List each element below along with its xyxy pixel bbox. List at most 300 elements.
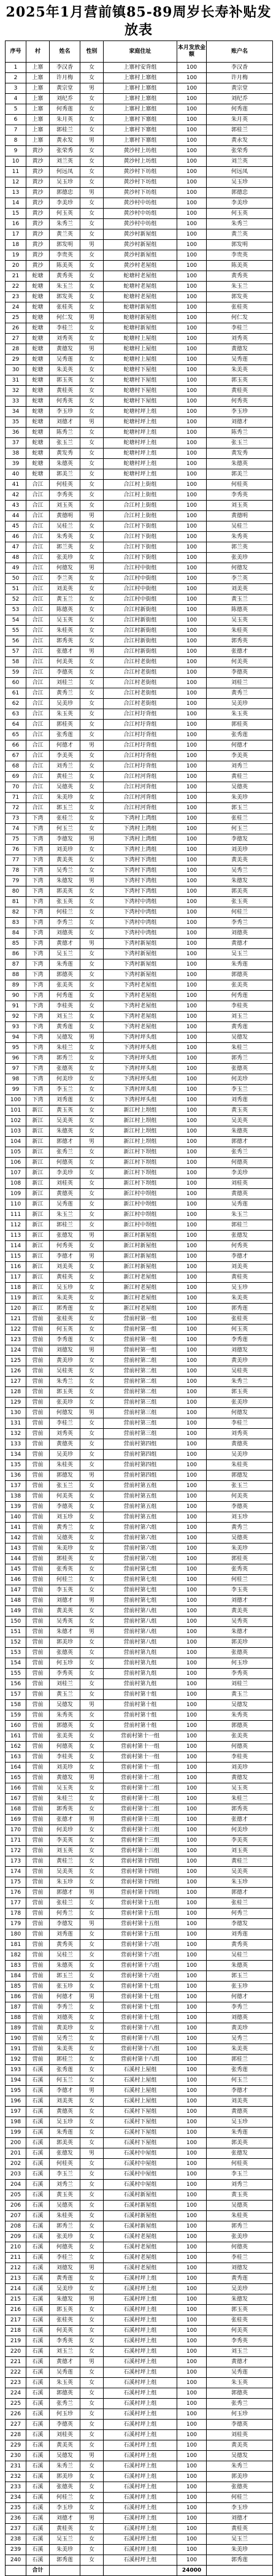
row-gender: 女: [80, 1481, 104, 1491]
row-index: 205: [6, 2190, 26, 2201]
row-village: 新江: [26, 1126, 50, 1137]
row-index: 97: [6, 1064, 26, 1074]
row-amount: 100: [177, 1429, 207, 1439]
table-row: [6, 1877, 273, 1888]
row-index: 124: [6, 1345, 26, 1356]
row-account: 李秀英: [207, 490, 273, 501]
row-index: 164: [6, 1763, 26, 1773]
row-address: 下湾村中湾组: [104, 907, 177, 918]
table-row: [6, 459, 273, 469]
row-gender: 男: [80, 876, 104, 886]
table-row: [6, 1304, 273, 1314]
row-address: 新江村老屋组: [104, 1272, 177, 1283]
table-row: [6, 1637, 273, 1648]
row-index: 48: [6, 553, 26, 563]
row-index: 102: [6, 1116, 26, 1126]
row-account: 郭德才: [207, 1137, 273, 1147]
row-account: 李玉珍: [207, 2503, 273, 2513]
table-row: [6, 2044, 273, 2055]
row-account: 朱月英: [207, 115, 273, 125]
table-row: [6, 219, 273, 229]
row-name: 张桂英: [50, 302, 80, 313]
row-amount: 100: [177, 511, 207, 521]
table-row: [6, 2242, 273, 2253]
row-village: 石溪: [26, 2190, 50, 2201]
table-row: [6, 125, 273, 136]
row-address: 上寨村上寨组: [104, 104, 177, 115]
row-gender: 男: [80, 2451, 104, 2461]
row-address: 新江村新屋组: [104, 1251, 177, 1262]
row-amount: 100: [177, 501, 207, 511]
row-gender: 女: [80, 959, 104, 970]
row-address: 营前村第七组: [104, 1596, 177, 1606]
row-address: 黄沙村新屋组: [104, 240, 177, 250]
row-index: 10: [6, 156, 26, 167]
row-account: 吴德英: [207, 782, 273, 793]
row-amount: 100: [177, 1596, 207, 1606]
row-village: 营前: [26, 1387, 50, 1398]
row-name: 黄桂兰: [50, 1856, 80, 1867]
row-address: 合江村下街组: [104, 521, 177, 532]
table-row: [6, 761, 273, 772]
row-name: 李秀英: [50, 490, 80, 501]
table-row: [6, 1982, 273, 1992]
row-index: 144: [6, 1554, 26, 1564]
row-index: 92: [6, 1012, 26, 1022]
row-account: 黄玉兰: [207, 594, 273, 605]
row-address: 石溪村坪上组: [104, 2555, 177, 2566]
row-amount: 100: [177, 574, 207, 584]
row-gender: 女: [80, 1846, 104, 1856]
row-account: 吴秀兰: [207, 866, 273, 876]
row-address: 黄沙村下坊组: [104, 167, 177, 177]
table-row: [6, 1950, 273, 1961]
row-index: 86: [6, 949, 26, 959]
row-amount: 100: [177, 834, 207, 845]
row-name: 刘玉兰: [50, 2347, 80, 2357]
row-name: 吴美英: [50, 1116, 80, 1126]
row-gender: 女: [80, 1523, 104, 1533]
row-index: 149: [6, 1606, 26, 1617]
row-account: 黄桂兰: [207, 1856, 273, 1867]
row-gender: 女: [80, 897, 104, 907]
row-index: 142: [6, 1533, 26, 1544]
row-index: 139: [6, 1502, 26, 1512]
row-address: 蛇塘村坪上组: [104, 459, 177, 469]
row-address: 石溪村坪上组: [104, 2461, 177, 2472]
row-name: 张玉兰: [50, 438, 80, 448]
row-name: 何仁发: [50, 313, 80, 323]
row-amount: 100: [177, 2493, 207, 2503]
row-name: 朱玉英: [50, 709, 80, 720]
row-account: 何德英: [207, 1742, 273, 1752]
row-account: 何玉英: [207, 209, 273, 219]
row-name: 郭玉英: [50, 375, 80, 386]
row-index: 27: [6, 334, 26, 344]
row-address: 石溪村老屋组: [104, 2263, 177, 2274]
row-index: 38: [6, 448, 26, 459]
row-index: 44: [6, 511, 26, 521]
row-name: 吴德英: [50, 2201, 80, 2211]
row-address: 下湾村老屋组: [104, 991, 177, 1001]
row-name: 何玉英: [50, 1325, 80, 1335]
row-address: 营前村第十一组: [104, 1763, 177, 1773]
row-gender: 女: [80, 2034, 104, 2044]
row-village: 新江: [26, 1304, 50, 1314]
row-amount: 100: [177, 1481, 207, 1491]
row-village: 石溪: [26, 2409, 50, 2420]
row-account: 李贵英: [207, 250, 273, 261]
row-index: 168: [6, 1804, 26, 1815]
row-index: 228: [6, 2430, 26, 2440]
row-village: 石溪: [26, 2117, 50, 2128]
row-account: 郭美珍: [207, 1637, 273, 1648]
row-village: 下湾: [26, 824, 50, 834]
table-row: [6, 1898, 273, 1909]
row-account: 朱美英: [207, 1293, 273, 1304]
row-account: 何秀莲: [207, 104, 273, 115]
row-amount: 100: [177, 2242, 207, 2253]
row-account: 朱德发: [207, 2294, 273, 2305]
table-row: [6, 1804, 273, 1815]
table-row: [6, 1377, 273, 1387]
row-gender: 女: [80, 146, 104, 156]
row-index: 235: [6, 2503, 26, 2513]
row-index: 37: [6, 438, 26, 448]
row-address: 营前村第一组: [104, 1314, 177, 1325]
row-index: 120: [6, 1304, 26, 1314]
row-account: 朱玉英: [207, 709, 273, 720]
row-address: 石溪村下屋组: [104, 2117, 177, 2128]
row-account: 吴秀莲: [207, 355, 273, 365]
row-gender: 男: [80, 2148, 104, 2159]
row-index: 203: [6, 2169, 26, 2180]
row-index: 138: [6, 1491, 26, 1502]
row-gender: 女: [80, 699, 104, 709]
row-name: 朱玉英: [50, 2378, 80, 2388]
row-index: 20: [6, 261, 26, 271]
row-village: 石溪: [26, 2201, 50, 2211]
row-index: 180: [6, 1929, 26, 1940]
row-amount: 100: [177, 897, 207, 907]
row-amount: 100: [177, 2096, 207, 2107]
row-village: 营前: [26, 1481, 50, 1491]
row-account: 郭德忠: [207, 188, 273, 198]
row-name: 刘德才: [50, 2513, 80, 2524]
row-amount: 100: [177, 584, 207, 594]
row-index: 69: [6, 772, 26, 782]
row-address: 营前村第十八组: [104, 2034, 177, 2044]
row-account: 黄桂英: [207, 1272, 273, 1283]
row-account: 张秀兰: [207, 1147, 273, 1158]
row-gender: 女: [80, 1648, 104, 1658]
row-village: 蛇塘: [26, 438, 50, 448]
row-index: 9: [6, 146, 26, 156]
row-gender: 女: [80, 1064, 104, 1074]
row-amount: 100: [177, 1575, 207, 1585]
row-name: 许月梅: [50, 73, 80, 83]
row-gender: 女: [80, 991, 104, 1001]
row-name: 刘秀兰: [50, 761, 80, 772]
row-address: 新江村新屋组: [104, 1231, 177, 1241]
row-account: 黄德明: [207, 511, 273, 521]
row-amount: 100: [177, 1648, 207, 1658]
row-address: 新江村新屋组: [104, 1262, 177, 1272]
row-address: 营前村第十组: [104, 1721, 177, 1731]
row-account: 刘德发: [207, 1345, 273, 1356]
table-row: [6, 2107, 273, 2117]
row-account: 刘德英: [207, 2013, 273, 2023]
row-name: 朱桂兰: [50, 1794, 80, 1804]
row-name: 李秀英: [50, 1669, 80, 1679]
table-row: [6, 1523, 273, 1533]
row-name: 何桂兰: [50, 907, 80, 918]
table-row: [6, 1022, 273, 1032]
row-amount: 100: [177, 1961, 207, 1971]
row-address: 下湾村坪头组: [104, 1053, 177, 1064]
row-account: 刘玉英: [207, 501, 273, 511]
row-gender: 女: [80, 2221, 104, 2232]
row-address: 下湾村上湾组: [104, 834, 177, 845]
row-gender: 女: [80, 2399, 104, 2409]
row-village: 新江: [26, 1231, 50, 1241]
row-index: 90: [6, 991, 26, 1001]
row-account: 刘美珍: [207, 845, 273, 855]
row-amount: 100: [177, 2388, 207, 2399]
row-name: 李秀莲: [50, 1335, 80, 1345]
table-row: [6, 563, 273, 574]
row-gender: 女: [80, 1856, 104, 1867]
table-row: [6, 2326, 273, 2336]
row-account: 黄桂英: [207, 386, 273, 396]
row-account: 李德英: [207, 667, 273, 678]
row-gender: 女: [80, 2201, 104, 2211]
row-address: 营前村第七组: [104, 1585, 177, 1596]
row-name: 刘玉兰: [50, 1012, 80, 1022]
row-account: 吴秀兰: [207, 2034, 273, 2044]
row-name: 李德才: [50, 1251, 80, 1262]
row-name: 郭德发: [50, 1471, 80, 1481]
table-row: [6, 2294, 273, 2305]
row-village: 营前: [26, 1564, 50, 1575]
row-gender: 女: [80, 584, 104, 594]
row-name: 吴德英: [50, 1533, 80, 1544]
row-village: 合江: [26, 803, 50, 813]
row-index: 151: [6, 1627, 26, 1637]
row-gender: 女: [80, 2378, 104, 2388]
row-amount: 100: [177, 1721, 207, 1731]
row-address: 石溪村老屋组: [104, 2253, 177, 2263]
row-address: 合江村老街组: [104, 699, 177, 709]
row-account: 郭玉兰: [207, 803, 273, 813]
table-row: [6, 709, 273, 720]
row-account: 何德英: [207, 1158, 273, 1168]
row-index: 100: [6, 1095, 26, 1105]
row-gender: 女: [80, 261, 104, 271]
row-index: 195: [6, 2086, 26, 2096]
row-gender: 女: [80, 1366, 104, 1377]
row-index: 162: [6, 1742, 26, 1752]
row-name: 黄永发: [50, 136, 80, 146]
row-amount: 100: [177, 1856, 207, 1867]
row-village: 石溪: [26, 2513, 50, 2524]
row-name: 黄德英: [50, 1439, 80, 1450]
row-village: 下湾: [26, 1043, 50, 1053]
row-index: 8: [6, 136, 26, 146]
row-account: 郭德英: [207, 2388, 273, 2399]
total-cell: [50, 2566, 80, 2576]
row-gender: 女: [80, 803, 104, 813]
table-row: [6, 2420, 273, 2430]
row-name: 刘美英: [50, 2096, 80, 2107]
row-name: 何桂兰: [50, 2493, 80, 2503]
row-gender: 女: [80, 292, 104, 302]
row-amount: 100: [177, 1940, 207, 1950]
table-row: [6, 136, 273, 146]
row-gender: 女: [80, 1731, 104, 1742]
row-account: 刘德发: [207, 2263, 273, 2274]
row-address: 营前村第五组: [104, 1502, 177, 1512]
row-amount: 100: [177, 167, 207, 177]
row-village: 营前: [26, 1804, 50, 1815]
row-gender: 女: [80, 532, 104, 542]
row-index: 198: [6, 2117, 26, 2128]
row-account: 黄永发: [207, 136, 273, 146]
row-village: 黄沙: [26, 229, 50, 240]
row-name: 张德发: [50, 2148, 80, 2159]
row-account: 郭德发: [207, 1471, 273, 1481]
row-name: 朱美珍: [50, 1544, 80, 1554]
table-row: [6, 355, 273, 365]
row-account: 吴美珍: [207, 2284, 273, 2294]
row-address: 石溪村下屋组: [104, 2107, 177, 2117]
row-name: 郭美兰: [50, 469, 80, 480]
row-name: 张秀莲: [50, 2065, 80, 2075]
row-amount: 100: [177, 480, 207, 490]
row-address: 石溪村坪上组: [104, 2326, 177, 2336]
row-address: 下湾村老屋组: [104, 1022, 177, 1032]
row-address: 营前村第十七组: [104, 1992, 177, 2002]
row-index: 45: [6, 521, 26, 532]
row-amount: 100: [177, 2044, 207, 2055]
table-row: [6, 813, 273, 824]
row-name: 何美英: [50, 657, 80, 667]
row-village: 合江: [26, 584, 50, 594]
row-index: 88: [6, 970, 26, 980]
row-amount: 100: [177, 1231, 207, 1241]
row-address: 营前村第一组: [104, 1325, 177, 1335]
row-village: 黄沙: [26, 156, 50, 167]
row-amount: 100: [177, 83, 207, 94]
row-village: 合江: [26, 532, 50, 542]
row-gender: 女: [80, 1189, 104, 1199]
row-gender: 女: [80, 459, 104, 469]
row-village: 新江: [26, 1105, 50, 1116]
row-gender: 女: [80, 2336, 104, 2347]
row-village: 营前: [26, 2055, 50, 2065]
row-amount: 100: [177, 104, 207, 115]
row-village: 营前: [26, 1721, 50, 1731]
row-address: 合江村老街组: [104, 667, 177, 678]
row-village: 石溪: [26, 2493, 50, 2503]
row-gender: 女: [80, 1283, 104, 1293]
row-index: 156: [6, 1679, 26, 1690]
row-address: 下湾村坪头组: [104, 1064, 177, 1074]
row-village: 营前: [26, 1575, 50, 1585]
table-row: [6, 991, 273, 1001]
row-index: 29: [6, 355, 26, 365]
row-amount: 100: [177, 1710, 207, 1721]
table-row: [6, 1846, 273, 1856]
row-index: 175: [6, 1877, 26, 1888]
row-name: 黄美珍: [50, 2023, 80, 2034]
row-index: 152: [6, 1637, 26, 1648]
table-row: [6, 1690, 273, 1700]
row-index: 103: [6, 1126, 26, 1137]
table-row: [6, 1564, 273, 1575]
row-amount: 100: [177, 1512, 207, 1523]
row-gender: 男: [80, 344, 104, 355]
total-amount: 24000: [177, 2566, 207, 2576]
row-address: 下湾村老屋组: [104, 1001, 177, 1012]
row-name: 刘美珍: [50, 1763, 80, 1773]
row-village: 石溪: [26, 2263, 50, 2274]
row-name: 郭德才: [50, 1137, 80, 1147]
table-row: [6, 1909, 273, 1919]
table-row: [6, 928, 273, 939]
row-account: 刘秀英: [207, 334, 273, 344]
row-amount: 100: [177, 1377, 207, 1387]
row-index: 117: [6, 1272, 26, 1283]
row-account: 吴桂兰: [207, 521, 273, 532]
row-gender: 男: [80, 1815, 104, 1825]
row-name: 吴美珍: [50, 1450, 80, 1460]
row-name: 吴桂兰: [50, 1950, 80, 1961]
row-name: 吴玉珍: [50, 1283, 80, 1293]
table-row: [6, 1992, 273, 2002]
row-amount: 100: [177, 448, 207, 459]
row-name: 张德英: [50, 1064, 80, 1074]
row-name: 何德才: [50, 740, 80, 751]
row-amount: 100: [177, 2023, 207, 2034]
row-village: 黄沙: [26, 209, 50, 219]
table-row: [6, 94, 273, 104]
row-index: 99: [6, 1085, 26, 1095]
row-gender: 女: [80, 1210, 104, 1220]
table-row: [6, 115, 273, 125]
row-amount: 100: [177, 1491, 207, 1502]
row-amount: 100: [177, 438, 207, 448]
table-row: [6, 1345, 273, 1356]
row-village: 新江: [26, 1251, 50, 1262]
row-gender: 男: [80, 1700, 104, 1710]
row-address: 营前村第二组: [104, 1356, 177, 1366]
row-account: 郭兰英: [207, 542, 273, 553]
row-amount: 100: [177, 1742, 207, 1752]
row-gender: 女: [80, 63, 104, 73]
row-index: 192: [6, 2055, 26, 2065]
row-name: 何秀兰: [50, 1909, 80, 1919]
row-name: 黄秀莲: [50, 1022, 80, 1032]
row-account: 黄德发: [207, 344, 273, 355]
table-row: [6, 375, 273, 386]
row-amount: 100: [177, 1199, 207, 1210]
row-gender: 女: [80, 980, 104, 991]
row-amount: 100: [177, 240, 207, 250]
row-account: 刘德才: [207, 417, 273, 428]
row-amount: 100: [177, 2305, 207, 2315]
row-village: 蛇塘: [26, 407, 50, 417]
